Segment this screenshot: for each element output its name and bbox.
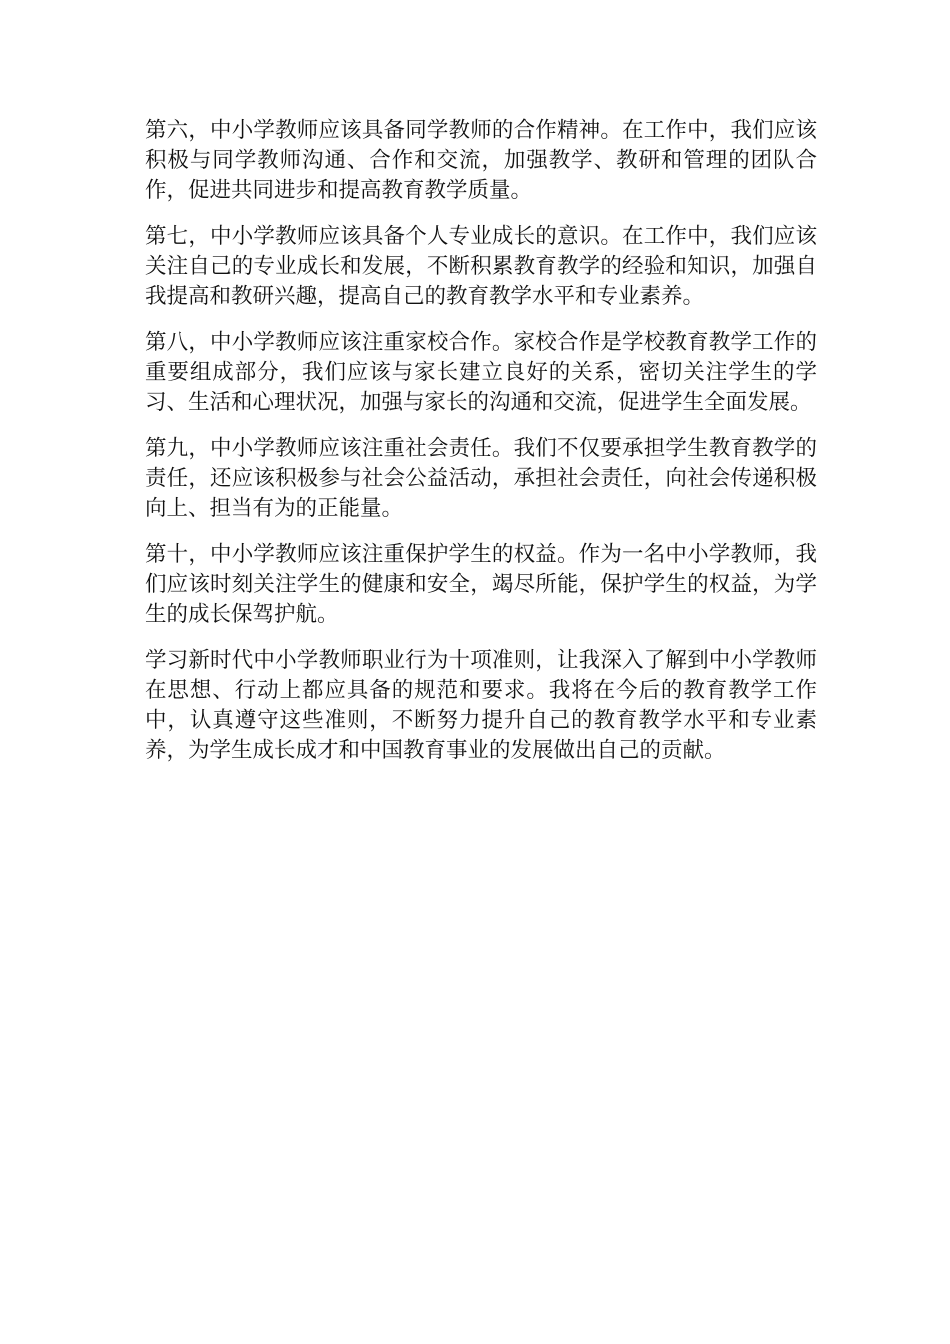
document-body: [145, 116, 817, 782]
paragraph-conclusion: 学习新时代中小学教师职业行为十项准则，让我深入了解到中小学教师在思想、行动上都应具备的规范和要求。我将在今后的教育教学工作中，认真遵守这些准则，不断努力提升自己的教育教学水平和专业素养，为学生成长成才和中国教育事业的发展做出自己的贡献。: [145, 648, 817, 763]
paragraph-8: 第八，中小学教师应该注重家校合作。家校合作是学校教育教学工作的重要组成部分，我们应该与家长建立良好的关系，密切关注学生的学习、生活和心理状况，加强与家长的沟通和交流，促进学生全面发展。: [145, 330, 817, 415]
paragraph-7: 第七，中小学教师应该具备个人专业成长的意识。在工作中，我们应该关注自己的专业成长和发展，不断积累教育教学的经验和知识，加强自我提高和教研兴趣，提高自己的教育教学水平和专业素养。: [145, 224, 817, 309]
paragraph-6: 第六，中小学教师应该具备同学教师的合作精神。在工作中，我们应该积极与同学教师沟通、合作和交流，加强教学、教研和管理的团队合作，促进共同进步和提高教育教学质量。: [145, 118, 817, 203]
paragraph-9: 第九，中小学教师应该注重社会责任。我们不仅要承担学生教育教学的责任，还应该积极参与社会公益活动，承担社会责任，向社会传递积极向上、担当有为的正能量。: [145, 436, 817, 521]
paragraph-10: 第十，中小学教师应该注重保护学生的权益。作为一名中小学教师，我们应该时刻关注学生的健康和安全，竭尽所能，保护学生的权益，为学生的成长保驾护航。: [145, 542, 817, 627]
